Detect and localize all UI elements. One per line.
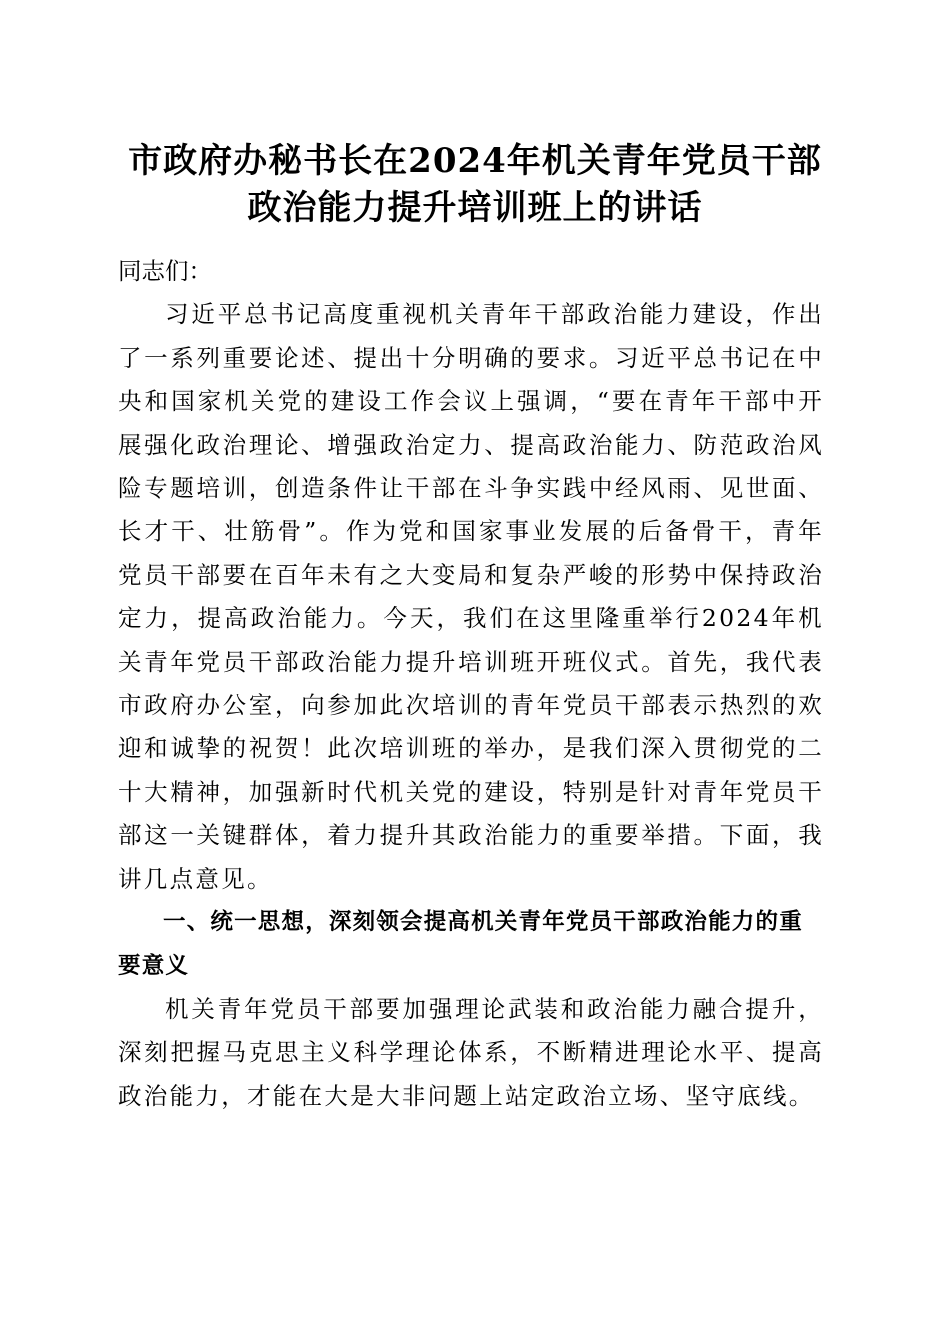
paragraph-2: 机关青年党员干部要加强理论武装和政治能力融合提升，深刻把握马克思主义科学理论体系，不断精进理论水平、提高政治能力，才能在大是大非问题上站定政治立场、坚守底线。 — [118, 994, 824, 1110]
salutation: 同志们： — [118, 257, 212, 285]
paragraph-1: 习近平总书记高度重视机关青年干部政治能力建设，作出了一系列重要论述、提出十分明确的要求。习近平总书记在中央和国家机关党的建设工作会议上强调，“要在青年干部中开展强化政治理论、增强政治定力、提高政治能力、防范政治风险专题培训，创造条件让干部在斗争实践中经风雨、见世面、长才干、壮筋骨”。作为党和国家事业发展的后备骨干，青年党员干部要在百年未有之大变局和复杂严峻的形势中保持政治定力，提高政治能力。今天，我们在这里隆重举行2024年机关青年党员干部政治能力提升培训班开班仪式。首先，我代表市政府办公室，向参加此次培训的青年党员干部表示热烈的欢迎和诚挚的祝贺！此次培训班的举办，是我们深入贯彻党的二十大精神，加强新时代机关党的建设，特别是针对青年党员干部这一关键群体，着力提升其政治能力的重要举措。下面，我讲几点意见。 — [118, 300, 824, 893]
section-1-heading: 一、统一思想，深刻领会提高机关青年党员干部政治能力的重要意义 — [118, 909, 803, 979]
document-title-line-2: 政治能力提升培训班上的讲话 — [247, 188, 703, 228]
document-title-line-1: 市政府办秘书长在2024年机关青年党员干部 — [128, 141, 822, 181]
document-body — [118, 250, 824, 1118]
